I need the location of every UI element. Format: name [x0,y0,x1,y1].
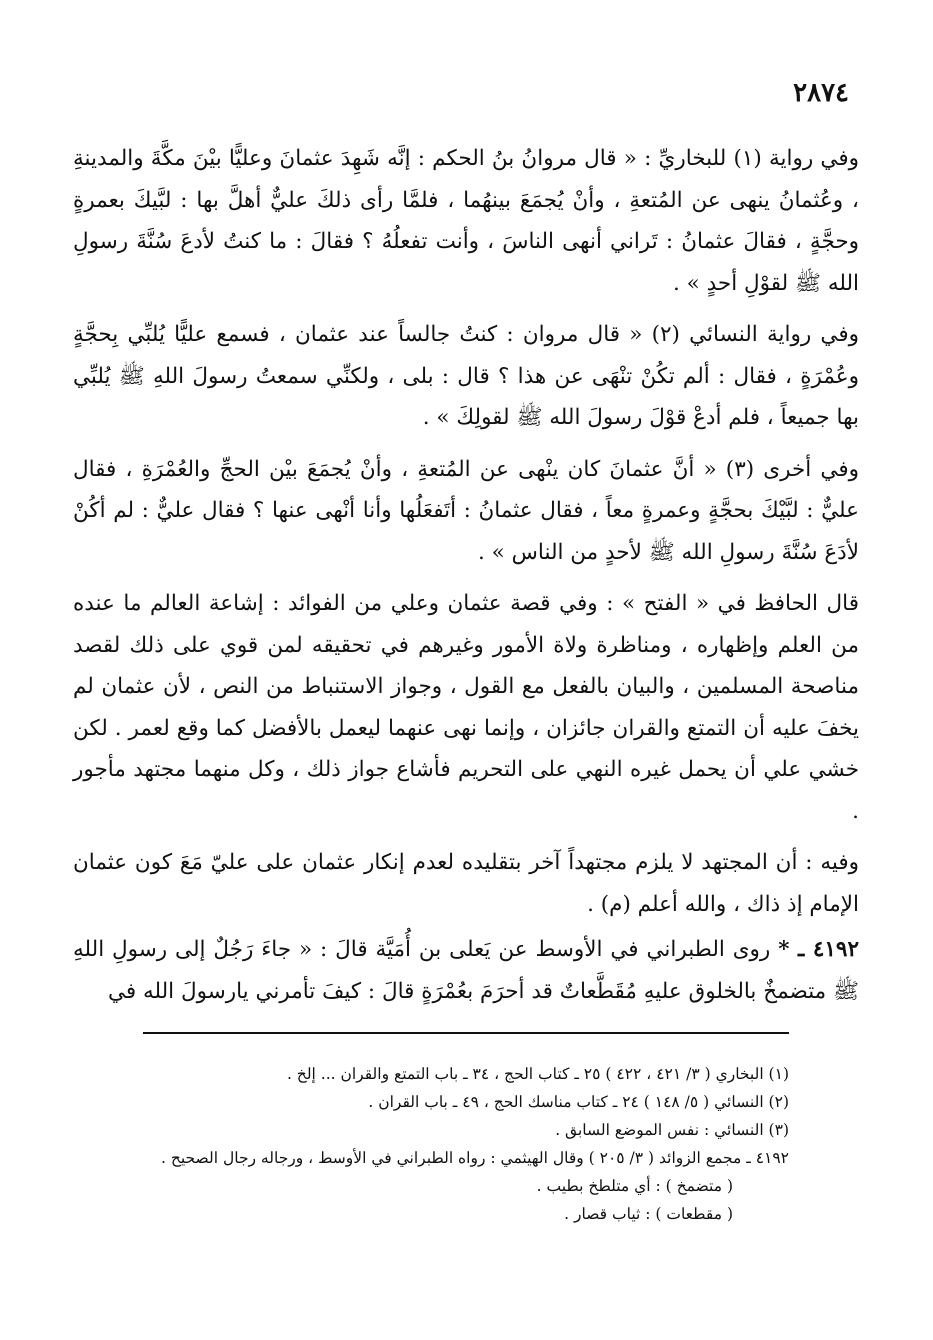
hadith-paragraph [73,929,859,1012]
hadith-text: روى الطبراني في الأوسط عن يَعلى بن أُمَيَّة قالَ : « جاءَ رَجُلٌ إلى رسولِ اللهِ ﷺ متضمخٌ بالخلوق عليهِ مُقَطَّعاتٌ قد أحرَمَ بعُمْرَةٍ قالَ : كيفَ تأمرني يارسولَ الله في [73,937,859,1004]
paragraph-bukhari: وفي رواية (١) للبخاريِّ : « قال مروانُ بنُ الحكم : إنَّه شَهِدَ عثمانَ وعليًّا بيْنَ مكَّةَ والمدينةِ ، وعُثمانُ ينهى عن المُتعةِ ، وأنْ يُجمَعَ بينهُما ، فلمَّا رأى ذلكَ عليٌّ أهلَّ بها : لبَّيكَ بعمرةٍ وحجَّةٍ ، فقالَ عثمانُ : تَراني أنهى الناسَ ، وأنت تفعلُهُ ؟ فقالَ : ما كنتُ لأدعَ سُنَّةَ رسولِ الله ﷺ لقوْلِ أحدٍ » . [73,146,859,296]
page-number: ٢٨٧٤ [793,78,849,108]
paragraph-fath: قال الحافظ في « الفتح » : وفي قصة عثمان وعلي من الفوائد : إشاعة العالم ما عنده من العلم وإظهاره ، ومناظرة ولاة الأمور وغيرهم في تحقيقه لمن قوي على ذلك لقصد مناصحة المسلمين ، والبيان بالفعل مع القول ، وجواز الاستنباط من النص ، لأن عثمان لم يخفَ عليه أن التمتع والقران جائزان ، وإنما نهى عنهما ليعمل بالأفضل كما وقع لعمر . لكن خشي علي أن يحمل غيره النهي على التحريم فأشاع جواز ذلك ، وكل منهما مجتهد مأجور . [73,591,859,824]
paragraph-ijtihad: وفيه : أن المجتهد لا يلزم مجتهداً آخر بتقليده لعدم إنكار عثمان على عليّ مَعَ كون عثمان الإمام إذ ذاك ، والله أعلم (م) . [73,850,859,917]
footnote-4192: ٤١٩٢ ـ مجمع الزوائد ( ٣/ ٢٠٥ ) وقال الهيثمي : رواه الطبراني في الأوسط ، ورجاله رجال الصحيح . [161,1149,789,1167]
paragraph-another: وفي أخرى (٣) « أنَّ عثمانَ كان ينْهى عن المُتعةِ ، وأنْ يُجمَعَ بيْن الحجِّ والعُمْرَةِ ، فقال عليٌّ : لبَّيْكَ بحجَّةٍ وعمرةٍ معاً ، فقال عثمانُ : أتَفعَلُها وأنا أنْهى عنها ؟ فقال عليٌّ : لم أكُنْ لأدَعَ سُنَّةَ رسولِ الله ﷺ لأحدٍ من الناس » . [73,456,860,565]
body-text [73,138,859,1022]
footnote-1: (١) البخاري ( ٣/ ٤٢١ ، ٤٢٢ ) ٢٥ ـ كتاب الحج ، ٣٤ ـ باب التمتع والقران ... إلخ . [286,1065,789,1083]
footnotes [139,1060,789,1228]
hadith-number: ٤١٩٢ ـ * [778,937,860,962]
glossary-mutadammikh: ( متضمخ ) : أي متلطخ بطيب . [536,1177,733,1195]
paragraph-nasai: وفي رواية النسائي (٢) « قال مروان : كنتُ جالساً عند عثمان ، فسمع عليًّا يُلبِّي بِحجَّةٍ وعُمْرَةٍ ، فقال : ألم تكُنْ تنْهَى عن هذا ؟ قال : بلى ، ولكنِّي سمعتُ رسولَ اللهِ ﷺ يُلبِّي بها جميعاً ، فلم أدعْ قوْلَ رسولَ الله ﷺ لقولِكَ » . [73,322,859,430]
glossary-muqattaat: ( مقطعات ) : ثياب قصار . [564,1205,733,1223]
footnote-divider [143,1032,789,1034]
footnote-3: (٣) النسائي : نفس الموضع السابق . [555,1121,789,1139]
footnote-2: (٢) النسائي ( ٥/ ١٤٨ ) ٢٤ ـ كتاب مناسك الحج ، ٤٩ ـ باب القران . [368,1093,789,1111]
